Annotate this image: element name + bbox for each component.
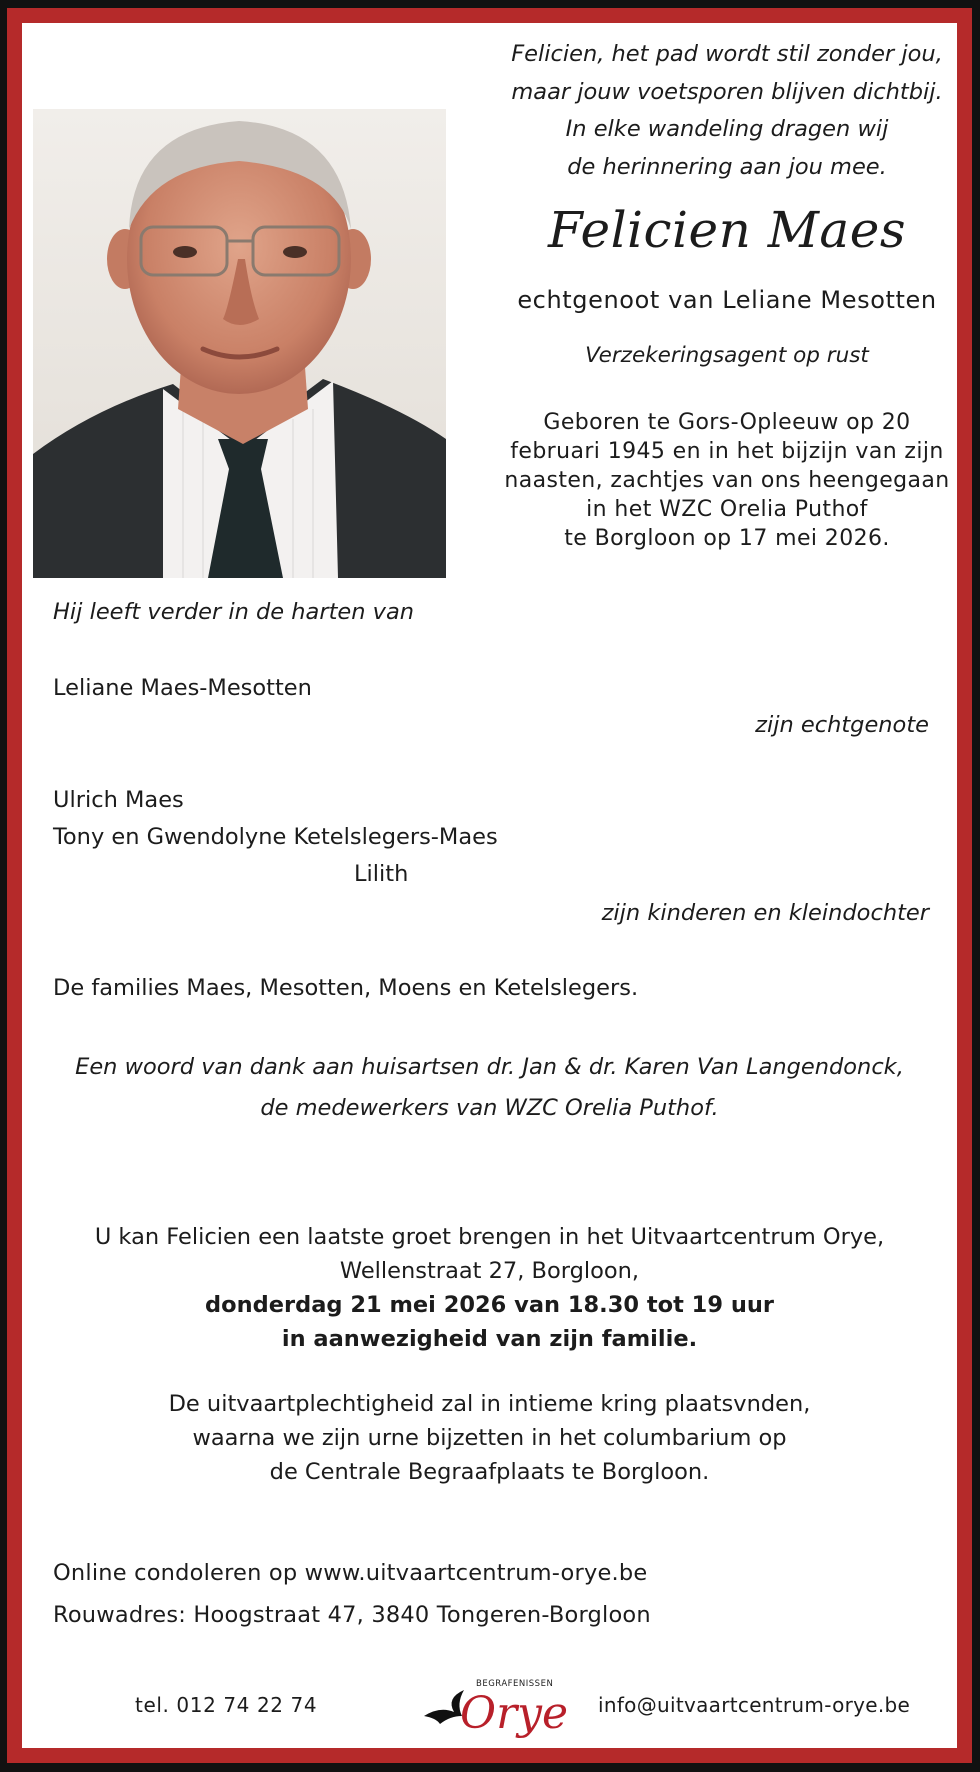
ceremony-line: de Centrale Begraafplaats te Borgloon. bbox=[269, 1459, 710, 1485]
ceremony-line: De uitvaartplechtigheid zal in intieme kring plaatsvnden, bbox=[168, 1391, 811, 1417]
visitation-date: donderdag 21 mei 2026 van 18.30 tot 19 uur bbox=[205, 1292, 774, 1318]
online-condolence-link[interactable]: Online condoleren op www.uitvaartcentrum-orye.be bbox=[53, 1560, 648, 1586]
obituary-card bbox=[22, 23, 957, 1748]
thanks-text bbox=[22, 1047, 957, 1129]
swallow-bird-icon bbox=[424, 1690, 464, 1724]
visitation-line: Wellenstraat 27, Borgloon, bbox=[339, 1258, 640, 1284]
ceremony-text bbox=[22, 1387, 957, 1489]
mourning-address: Rouwadres: Hoogstraat 47, 3840 Tongeren-Borgloon bbox=[53, 1602, 651, 1628]
mourners-intro: Hij leeft verder in de harten van bbox=[53, 599, 415, 625]
poem-line: maar jouw voetsporen blijven dichtbij. bbox=[511, 78, 943, 105]
grandchild-name: Lilith bbox=[354, 861, 409, 887]
visitation-family: in aanwezigheid van zijn familie. bbox=[281, 1326, 698, 1352]
poem-line: Felicien, het pad wordt stil zonder jou, bbox=[511, 41, 943, 67]
families-line: De families Maes, Mesotten, Moens en Ketelslegers. bbox=[53, 975, 639, 1001]
deceased-name: Felicien Maes bbox=[548, 201, 906, 259]
phone-number[interactable]: tel. 012 74 22 74 bbox=[135, 1693, 318, 1717]
spouse-name: Leliane Maes-Mesotten bbox=[53, 675, 312, 701]
email-link[interactable]: info@uitvaartcentrum-orye.be bbox=[598, 1693, 911, 1717]
birth-line: Geboren te Gors-Opleeuw op 20 bbox=[543, 410, 911, 435]
portrait-photo bbox=[33, 109, 446, 578]
poem bbox=[482, 36, 972, 186]
ceremony-line: waarna we zijn urne bijzetten in het columbarium op bbox=[192, 1425, 787, 1451]
spouse-line: echtgenoot van Leliane Mesotten bbox=[517, 286, 937, 314]
poem-line: In elke wandeling dragen wij bbox=[565, 116, 889, 142]
birth-line: in het WZC Orelia Puthof bbox=[586, 497, 868, 522]
spouse-relation: zijn echtgenote bbox=[755, 712, 929, 738]
children-relation: zijn kinderen en kleindochter bbox=[601, 900, 929, 926]
logo-brand-text: Orye bbox=[460, 1688, 569, 1739]
thanks-line: de medewerkers van WZC Orelia Puthof. bbox=[260, 1095, 719, 1121]
visitation-line: U kan Felicien een laatste groet brengen in het Uitvaartcentrum Orye, bbox=[94, 1224, 885, 1250]
birth-death-text bbox=[462, 408, 980, 553]
thanks-line: Een woord van dank aan huisartsen dr. Jan & dr. Karen Van Langendonck, bbox=[75, 1054, 904, 1080]
logo-top-text: BEGRAFENISSEN bbox=[476, 1679, 554, 1689]
birth-line: te Borgloon op 17 mei 2026. bbox=[564, 526, 890, 551]
poem-line: de herinnering aan jou mee. bbox=[567, 153, 887, 180]
birth-line: naasten, zachtjes van ons heengegaan bbox=[504, 468, 950, 493]
birth-line: februari 1945 en in het bijzijn van zijn bbox=[510, 439, 944, 464]
child-name: Tony en Gwendolyne Ketelslegers-Maes bbox=[53, 824, 498, 850]
child-name: Ulrich Maes bbox=[53, 787, 184, 813]
orye-logo bbox=[420, 1676, 590, 1744]
visitation-text bbox=[22, 1220, 957, 1356]
occupation: Verzekeringsagent op rust bbox=[585, 343, 869, 368]
